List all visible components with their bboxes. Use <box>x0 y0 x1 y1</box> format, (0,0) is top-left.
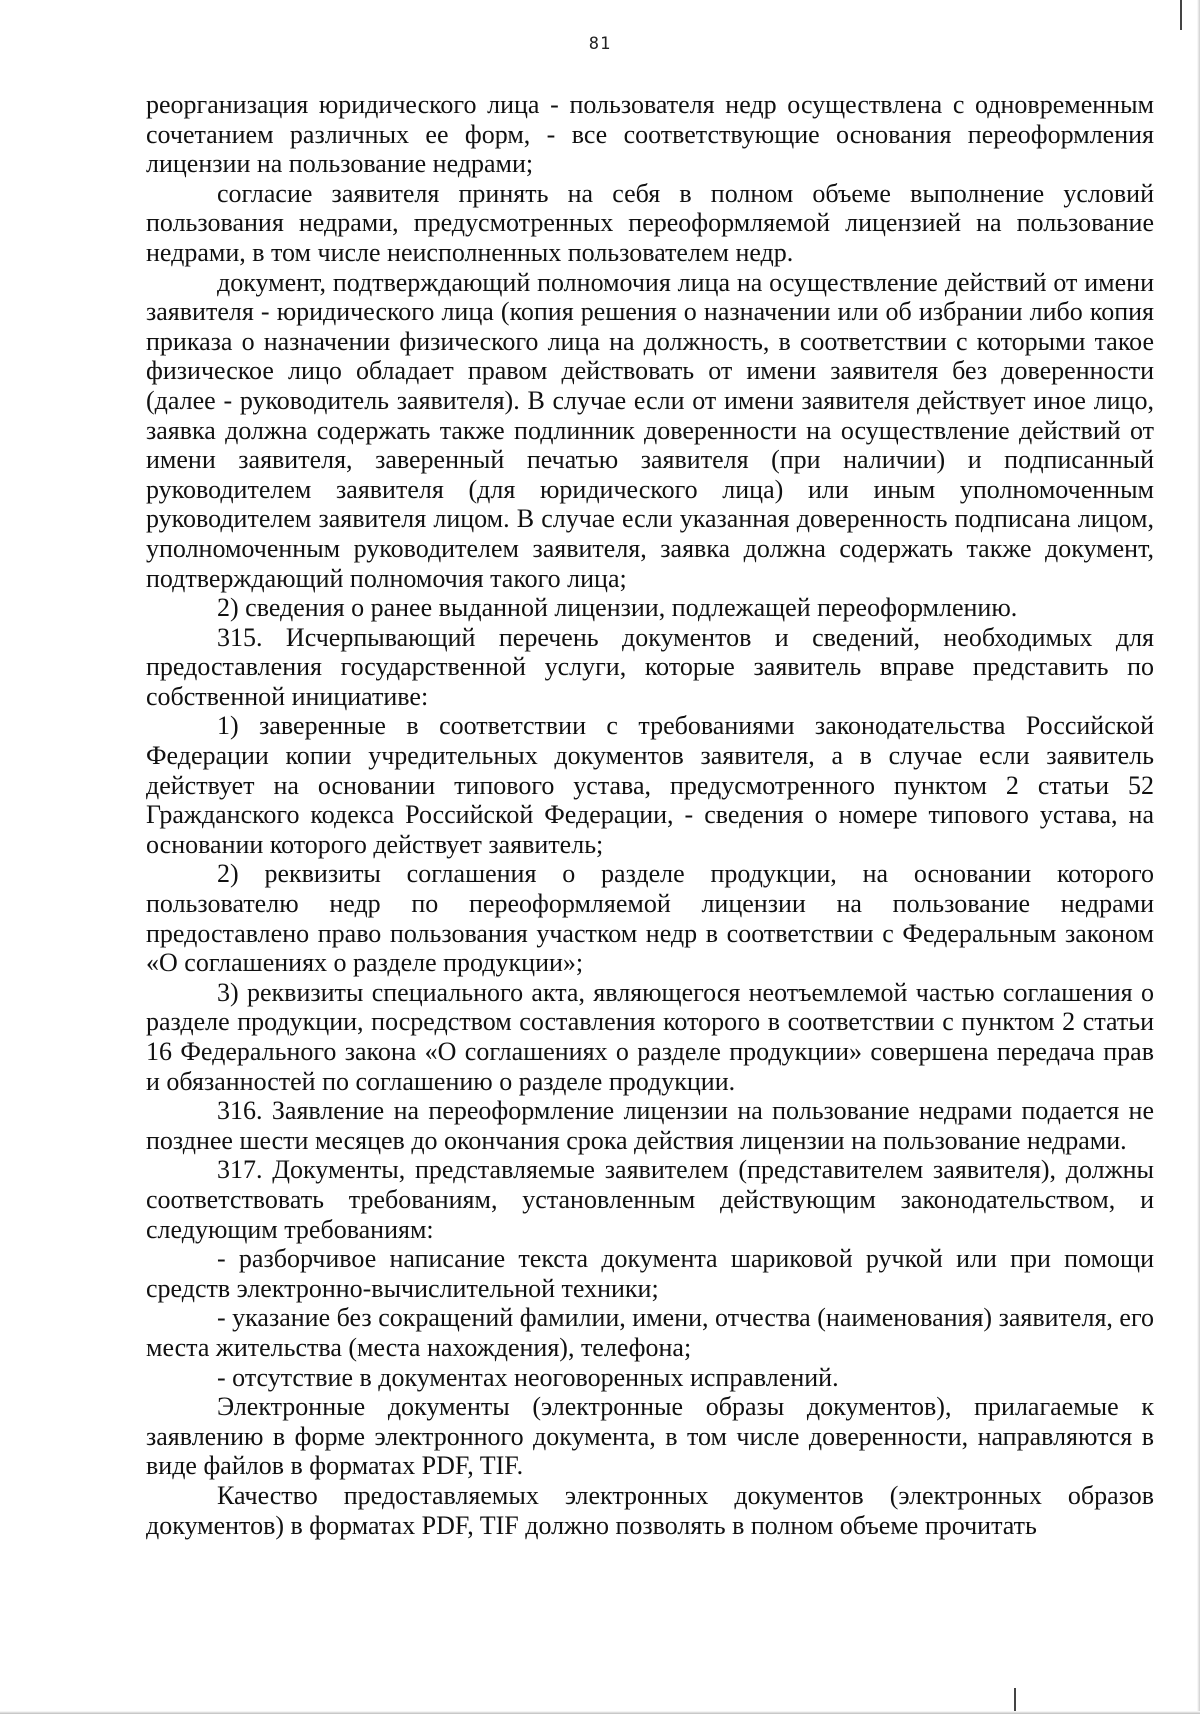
document-body <box>146 90 1154 1540</box>
page-number: 81 <box>588 34 612 54</box>
paragraph-315-3: 3) реквизиты специального акта, являющегося неотъемлемой частью соглашения о разделе продукции, посредством составления которого в соответствии с пунктом 2 статьи 16 Федерального закона «О соглашениях о разделе продукции» совершена передача прав и обязанностей по соглашению о разделе продукции. <box>146 977 1154 1096</box>
paragraph-previous-license: 2) сведения о ранее выданной лицензии, подлежащей переоформлению. <box>217 593 1018 623</box>
paragraph-item-315: 315. Исчерпывающий перечень документов и сведений, необходимых для предоставления государственной услуги, которые заявитель вправе представить по собственной инициативе: <box>146 622 1154 711</box>
paragraph-reorganization: реорганизация юридического лица - пользователя недр осуществлена с одновременным сочетанием различных ее форм, - все соответствующие основания переоформления лицензии на пользование недрами; <box>146 90 1154 179</box>
paragraph-requirement-legible: - разборчивое написание текста документа шариковой ручкой или при помощи средств электронно-вычислительной техники; <box>146 1244 1154 1303</box>
paragraph-electronic-quality: Качество предоставляемых электронных документов (электронных образов документов) в форматах PDF, TIF должно позволять в полном объеме прочитать <box>146 1480 1154 1540</box>
paragraph-item-317: 317. Документы, представляемые заявителем (представителем заявителя), должны соответствовать требованиям, установленным действующим законодательством, и следующим требованиям: <box>146 1155 1154 1244</box>
paragraph-authority-document: документ, подтверждающий полномочия лица на осуществление действий от имени заявителя - юридического лица (копия решения о назначении или об избрании либо копия приказа о назначении физического лица на должность, в соответствии с которыми такое физическое лицо обладает правом действовать от имени заявителя без доверенности (далее - руководитель заявителя). В случае если от имени заявителя действует иное лицо, заявка должна содержать также подлинник доверенности на осуществление действий от имени заявителя, заверенный печатью заявителя (при наличии) и подписанный руководителем заявителя (для юридического лица) или иным уполномоченным руководителем заявителя лицом. В случае если указанная доверенность подписана лицом, уполномоченным руководителем заявителя, заявка должна содержать также документ, подтверждающий полномочия такого лица; <box>146 267 1154 593</box>
paragraph-315-2: 2) реквизиты соглашения о разделе продукции, на основании которого пользователю недр по переоформляемой лицензии на пользование недрами предоставлено право пользования участком недр в соответствии с Федеральным законом «О соглашениях о разделе продукции»; <box>146 859 1154 978</box>
paragraph-requirement-no-corrections: - отсутствие в документах неоговоренных исправлений. <box>217 1362 839 1392</box>
scan-mark-top <box>1180 0 1182 30</box>
paragraph-requirement-full-name: - указание без сокращений фамилии, имени, отчества (наименования) заявителя, его места жительства (места нахождения), телефона; <box>146 1303 1154 1362</box>
paragraph-consent: согласие заявителя принять на себя в полном объеме выполнение условий пользования недрами, предусмотренных переоформляемой лицензией на пользование недрами, в том числе неисполненных пользователем недр. <box>146 178 1154 267</box>
paragraph-315-1: 1) заверенные в соответствии с требованиями законодательства Российской Федерации копии учредительных документов заявителя, а в случае если заявитель действует на основании типового устава, предусмотренного пунктом 2 статьи 52 Гражданского кодекса Российской Федерации, - сведения о номере типового устава, на основании которого действует заявитель; <box>146 711 1154 859</box>
paragraph-electronic-documents: Электронные документы (электронные образы документов), прилагаемые к заявлению в форме электронного документа, в том числе доверенности, направляются в виде файлов в форматах PDF, TIF. <box>146 1392 1154 1481</box>
paragraph-item-316: 316. Заявление на переоформление лицензии на пользование недрами подается не позднее шести месяцев до окончания срока действия лицензии на пользование недрами. <box>146 1096 1154 1155</box>
